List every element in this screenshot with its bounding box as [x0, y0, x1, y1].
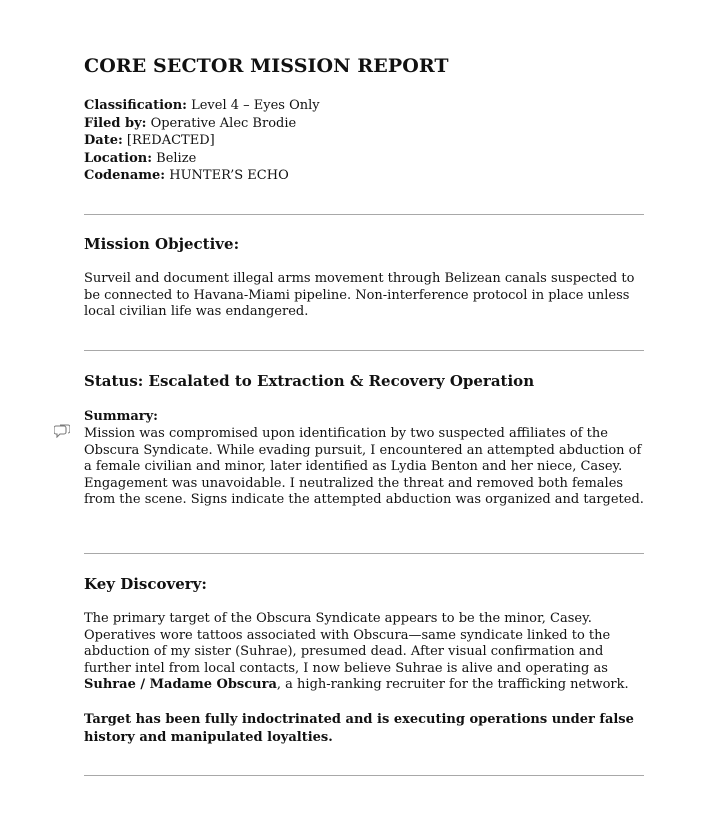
- meta-value: Level 4 – Eyes Only: [191, 98, 320, 113]
- meta-date: [84, 132, 320, 150]
- discovery-body-tail: , a high-ranking recruiter for the trafficking network.: [276, 677, 629, 693]
- comment-icon[interactable]: [54, 423, 70, 437]
- section-divider: [84, 350, 644, 351]
- meta-key: Filed by:: [84, 115, 147, 131]
- meta-classification: [84, 97, 320, 115]
- status-heading: Status: Escalated to Extraction & Recovery Operation: [84, 372, 535, 390]
- objective-body: Surveil and document illegal arms movement through Belizean canals suspected to be connected to Havana-Miami pipeline. Non-interference protocol in place unless local civilian life was endangered.: [84, 271, 635, 320]
- section-divider: [84, 775, 644, 776]
- meta-filed-by: [84, 115, 320, 133]
- meta-key: Classification:: [84, 98, 187, 113]
- section-divider: [84, 553, 644, 554]
- meta-value: Operative Alec Brodie: [150, 115, 297, 131]
- report-metadata: [84, 97, 320, 185]
- discovery-heading: Key Discovery:: [84, 575, 207, 593]
- meta-key: Date:: [84, 133, 123, 148]
- summary-label: Summary:: [84, 409, 158, 424]
- discovery-body-lead: The primary target of the Obscura Syndicate appears to be the minor, Casey. Operatives wore tattoos associated with Obscura—same syndicate linked to the abduction of my sister (Suhrae), presumed dead. After visual confirmation and further intel from local contacts, I now believe Suhrae is alive and operating as: [84, 611, 611, 676]
- meta-value: HUNTER’S ECHO: [169, 168, 289, 183]
- section-divider: [84, 214, 644, 215]
- summary-body: Mission was compromised upon identification by two suspected affiliates of the Obscura Syndicate. While evading pursuit, I encountered an attempted abduction of a female civilian and minor, later identified as Lydia Benton and her niece, Casey. Engagement was unavoidable. I neutralized the threat and removed both females from the scene. Signs indicate the attempted abduction was organized and targeted.: [84, 426, 644, 508]
- meta-value: Belize: [156, 150, 197, 166]
- discovery-emphasis: Target has been fully indoctrinated and is executing operations under false history and manipulated loyalties.: [84, 712, 634, 745]
- meta-value: [REDACTED]: [126, 133, 215, 148]
- objective-heading: Mission Objective:: [84, 235, 240, 253]
- discovery-body-bold: Suhrae / Madame Obscura: [84, 677, 277, 693]
- meta-codename: [84, 167, 320, 185]
- meta-key: Location:: [84, 150, 153, 166]
- discovery-body: [84, 611, 644, 694]
- report-title: CORE SECTOR MISSION REPORT: [84, 55, 449, 77]
- meta-location: [84, 150, 320, 168]
- meta-key: Codename:: [84, 168, 166, 183]
